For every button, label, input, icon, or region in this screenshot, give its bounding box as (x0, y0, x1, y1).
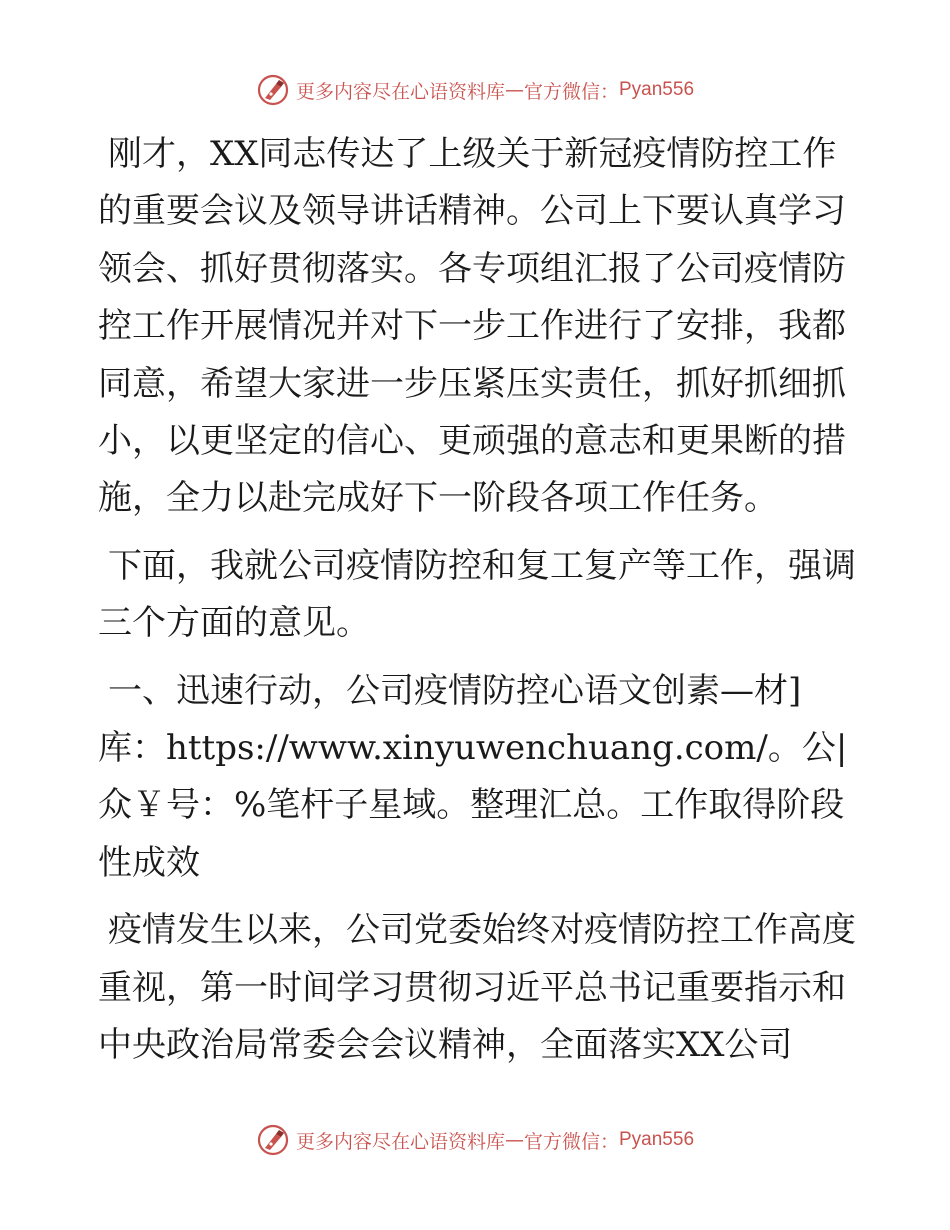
banner-separator: — (504, 79, 524, 101)
paragraph-1: 刚才，XX同志传达了上级关于新冠疫情防控工作的重要会议及领导讲话精神。公司上下要认真学习领会、抓好贯彻落实。各专项组汇报了公司疫情防控工作开展情况并对下一步工作进行了安排，我都同意，希望大家进一步压紧压实责任，抓好抓细抓小，以更坚定的信心、更顽强的意志和更果断的措施，全力以赴完成好下一阶段各项工作任务。 (98, 134, 846, 519)
pen-nib-logo-icon (256, 73, 290, 107)
banner-official-label: 官方微信： (523, 1130, 619, 1153)
document-body (98, 126, 858, 1085)
header-watermark-banner (0, 70, 950, 110)
banner-text: 更多内容尽在心语资料库 (295, 80, 505, 103)
banner-handle: Pyan556 (619, 79, 695, 100)
paragraph-3: 疫情发生以来，公司党委始终对疫情防控工作高度重视，第一时间学习贯彻习近平总书记重要指示和中央政治局常委会会议精神，全面落实XX公司 (98, 910, 856, 1066)
section-heading-1: 一、迅速行动，公司疫情防控心语文创素—材]库：https://www.xinyuwenchuang.com/。公|众￥号：%笔杆子星域。整理汇总。工作取得阶段性成效 (98, 670, 848, 883)
footer-watermark-banner (0, 1120, 950, 1160)
banner-official-label: 官方微信： (523, 80, 619, 103)
banner-separator: — (504, 1129, 524, 1151)
paragraph-2: 下面，我就公司疫情防控和复工复产等工作，强调三个方面的意见。 (98, 545, 856, 644)
banner-text: 更多内容尽在心语资料库 (295, 1130, 505, 1153)
pen-nib-logo-icon (256, 1123, 290, 1157)
banner-handle: Pyan556 (619, 1129, 695, 1150)
